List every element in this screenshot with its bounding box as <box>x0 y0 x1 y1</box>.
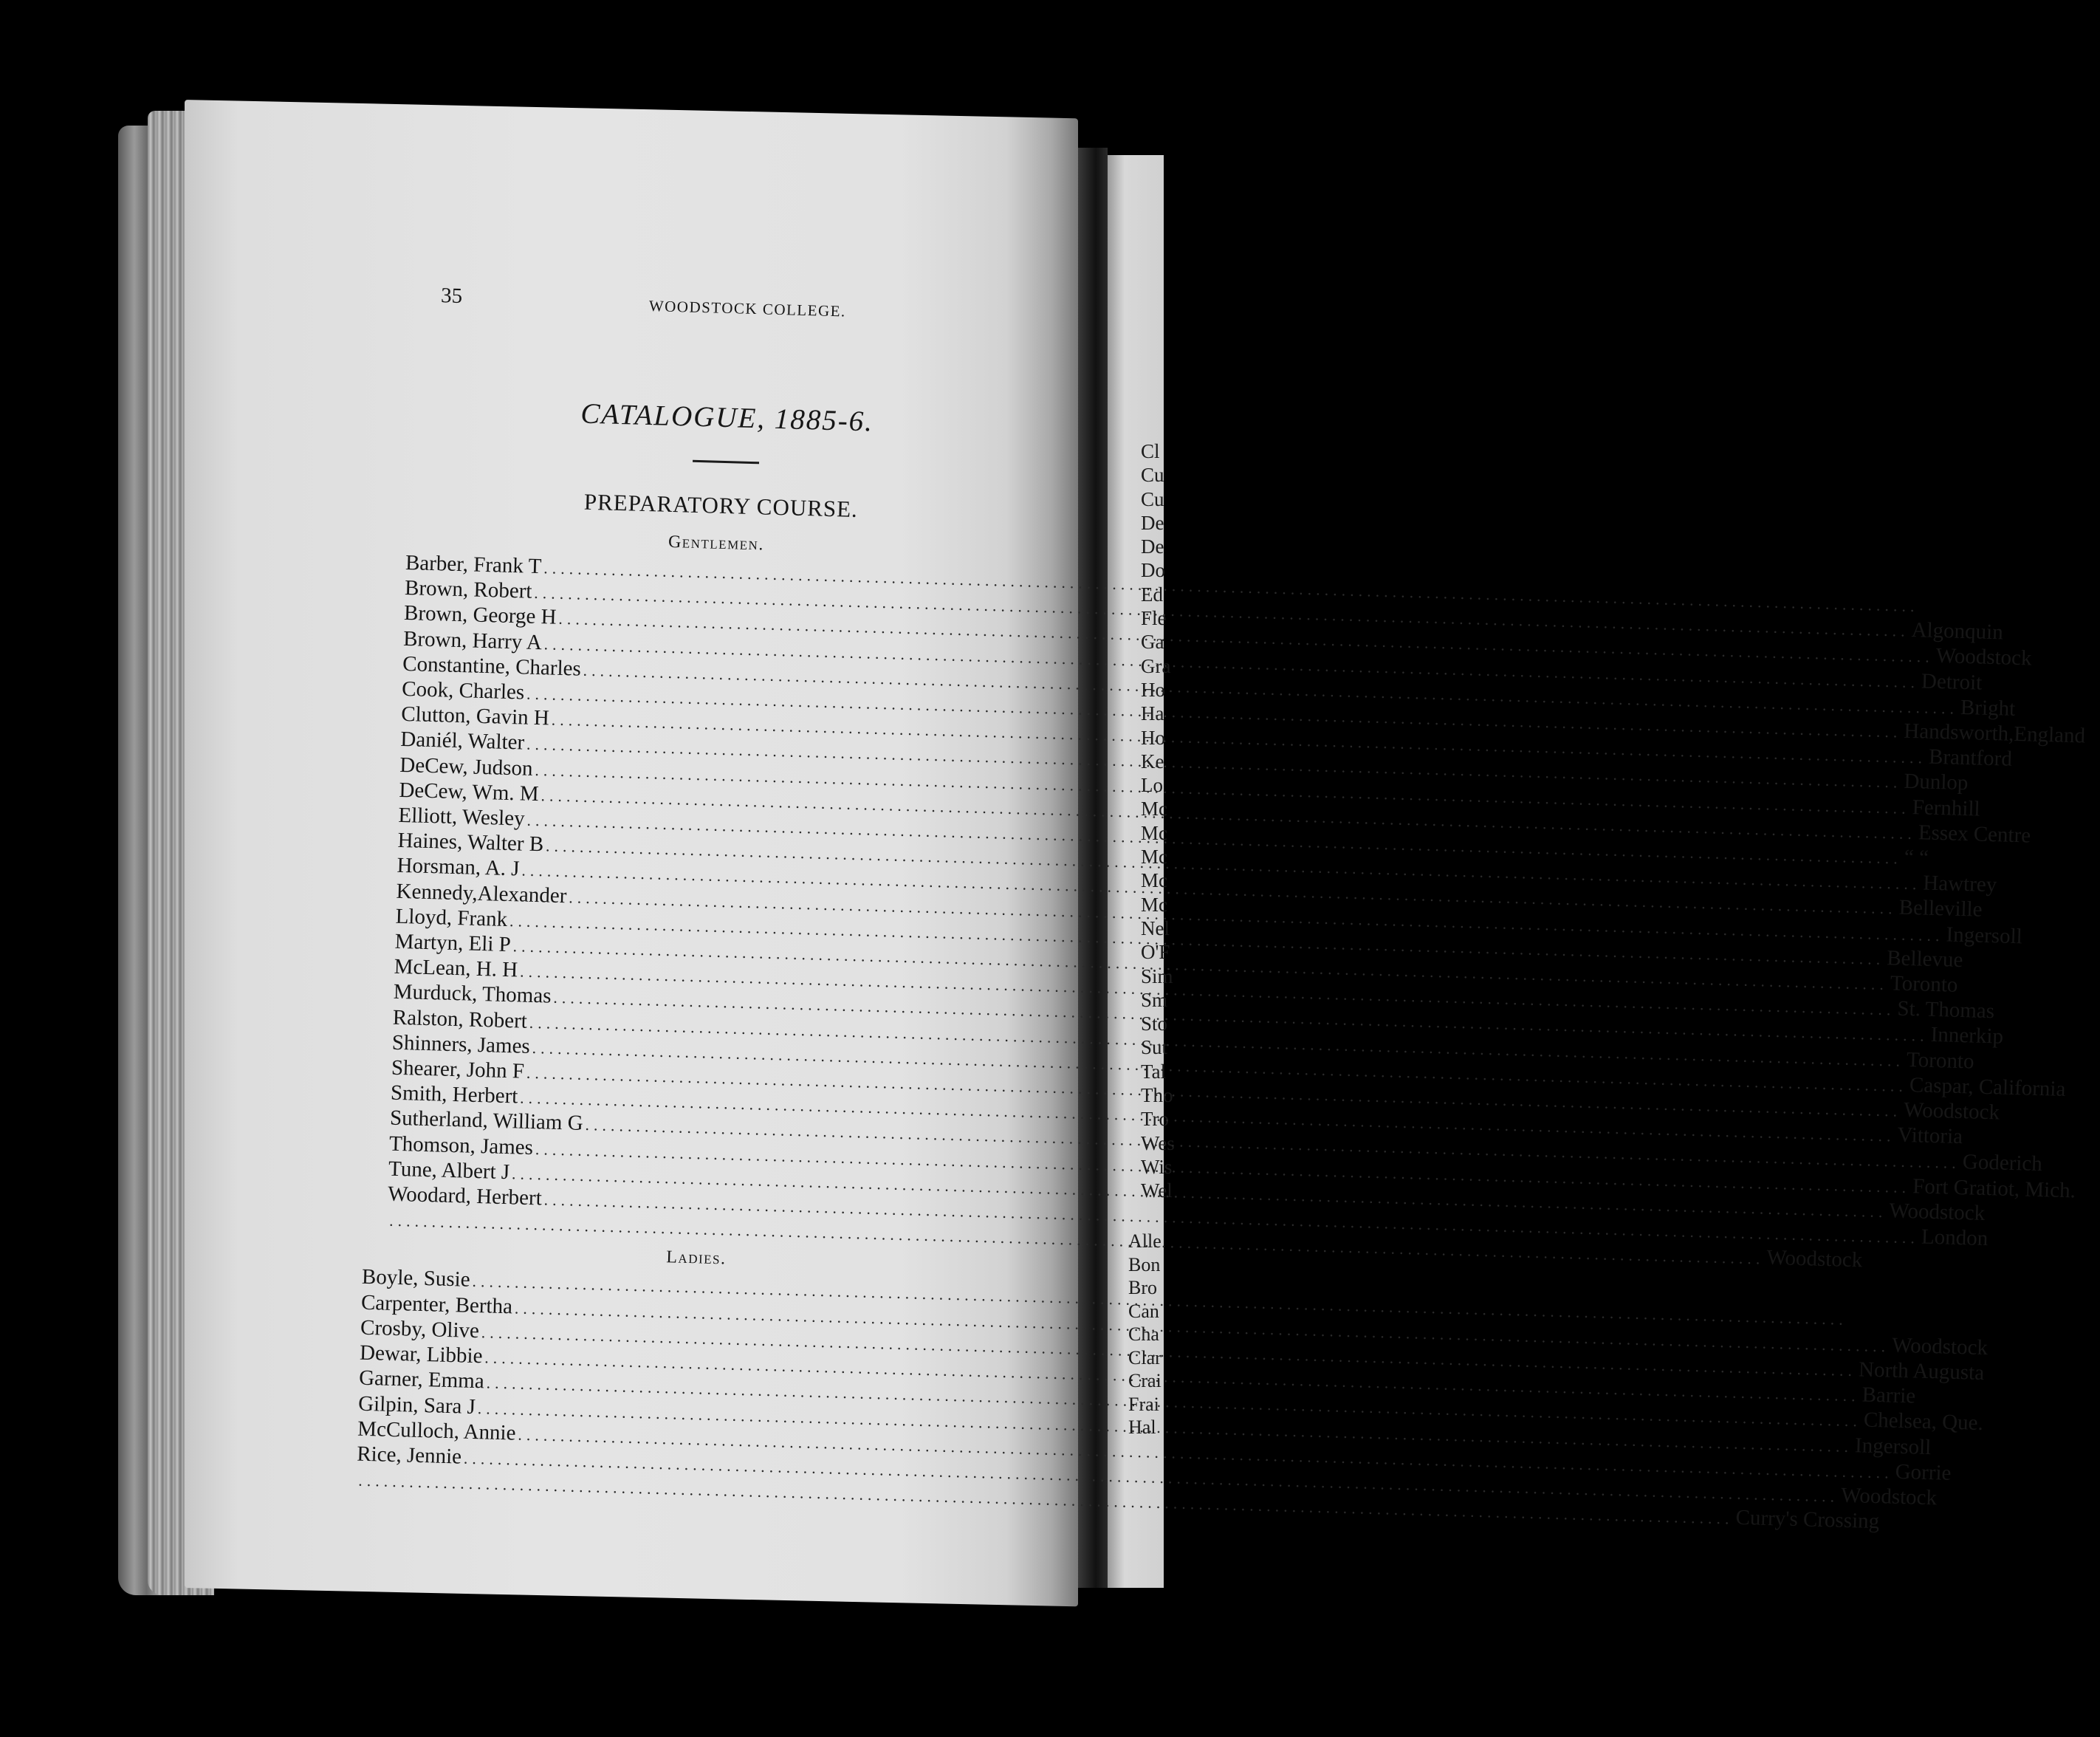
facing-page-line: Tho <box>1141 1084 1173 1107</box>
student-name: Barber, Frank T <box>405 550 542 579</box>
facing-page-line: O'F <box>1141 941 1170 964</box>
student-hometown: Fort Gratiot, Mich. <box>1912 1174 2076 1203</box>
student-hometown: Woodstock <box>1903 1097 2000 1125</box>
student-hometown: Bright <box>1960 695 2016 721</box>
student-name: Boyle, Susie <box>361 1265 471 1292</box>
student-hometown: Ingersoll <box>1946 922 2023 948</box>
student-hometown: Woodstock <box>1935 644 2032 671</box>
facing-page-line: Ha <box>1141 702 1164 725</box>
student-name: Woodard, Herbert <box>387 1182 543 1210</box>
student-name: Garner, Emma <box>358 1366 485 1394</box>
student-hometown: Toronto <box>1890 971 1958 997</box>
student-name: Lloyd, Frank <box>395 904 508 931</box>
facing-page-line: Tro <box>1141 1108 1170 1131</box>
student-name: Ralston, Robert <box>392 1005 528 1033</box>
facing-page-line: Mc <box>1141 869 1167 892</box>
facing-page-line: Sto <box>1141 1013 1168 1035</box>
facing-page-line: Ke <box>1141 750 1164 772</box>
facing-page-line: De <box>1141 511 1164 534</box>
facing-page-line: Can <box>1128 1300 1159 1322</box>
student-hometown: Bellevue <box>1886 946 1963 972</box>
page-number: 35 <box>440 284 463 308</box>
student-hometown: Fernhill <box>1912 795 1981 821</box>
student-hometown: “ “ <box>1904 845 1929 870</box>
student-hometown: Dunlop <box>1903 770 1969 795</box>
student-hometown: Hawtrey <box>1922 871 1997 897</box>
student-hometown: Innerkip <box>1930 1023 2004 1049</box>
student-name: Clutton, Gavin H <box>400 702 550 730</box>
student-hometown: Belleville <box>1898 896 1983 922</box>
student-hometown: Ingersoll <box>1854 1433 1932 1459</box>
facing-page-line: Fle <box>1141 607 1167 630</box>
student-name: Constantine, Charles <box>402 651 582 681</box>
student-hometown: Essex Centre <box>1918 820 2031 848</box>
student-hometown: Vittoria <box>1897 1123 1963 1149</box>
student-name: Shearer, John F <box>391 1055 525 1083</box>
facing-page-line: Cl <box>1141 440 1160 462</box>
student-name: Smith, Herbert <box>390 1080 518 1109</box>
section-heading: PREPARATORY COURSE. <box>583 488 859 523</box>
facing-page-line: Sm <box>1141 988 1168 1011</box>
student-name: DeCew, Judson <box>399 753 533 781</box>
student-name: Kennedy,Alexander <box>396 879 567 908</box>
student-hometown: Goderich <box>1962 1150 2043 1176</box>
student-name: Gilpin, Sara J <box>357 1391 476 1419</box>
facing-page-line: Cu <box>1141 487 1164 510</box>
facing-page-line: Cu <box>1141 464 1164 487</box>
student-name: Daniél, Walter <box>399 727 525 755</box>
student-name: Brown, Harry A <box>402 626 543 654</box>
ladies-heading: Ladies. <box>665 1247 727 1269</box>
student-name: Rice, Jennie <box>356 1442 462 1469</box>
title-rule <box>693 460 759 465</box>
student-name: Brown, George H <box>403 601 557 630</box>
student-name: Haines, Walter B <box>397 829 544 857</box>
student-name: Murduck, Thomas <box>393 980 552 1009</box>
student-name: Carpenter, Bertha <box>360 1290 513 1319</box>
student-hometown: Handsworth,England <box>1903 719 2086 748</box>
student-hometown: Woodstock <box>1766 1246 1863 1272</box>
student-hometown: Brantford <box>1928 744 2013 772</box>
facing-page-line: Mc <box>1141 893 1167 916</box>
student-hometown: London <box>1921 1224 1989 1251</box>
facing-page-line: Hal <box>1128 1416 1156 1438</box>
facing-page-line: Ed <box>1141 583 1163 606</box>
facing-page-line: Sut <box>1141 1036 1168 1059</box>
facing-page-line: Nel <box>1141 917 1170 939</box>
student-name: Martyn, Eli P <box>394 929 512 957</box>
facing-page-line: Sim <box>1141 965 1173 987</box>
student-name: Thomson, James <box>388 1131 534 1159</box>
student-hometown: Gorrie <box>1895 1459 1952 1485</box>
facing-page-line: Wel <box>1141 1179 1173 1202</box>
facing-page-line: Wes <box>1141 1131 1175 1154</box>
student-hometown: Chelsea, Que. <box>1863 1408 1984 1436</box>
student-name: DeCew, Wm. M <box>399 778 540 806</box>
student-hometown: St. Thomas <box>1897 996 1995 1024</box>
facing-page-line: Do <box>1141 559 1165 582</box>
student-name: McCulloch, Annie <box>357 1416 516 1445</box>
running-head: WOODSTOCK COLLEGE. <box>648 297 847 321</box>
student-hometown: Woodstock <box>1889 1199 1986 1225</box>
student-hometown: Curry's Crossing <box>1735 1505 1880 1534</box>
student-name: McLean, H. H <box>394 955 518 982</box>
student-name: Shinners, James <box>391 1030 531 1058</box>
student-hometown: Barrie <box>1861 1383 1916 1408</box>
student-hometown: Algonquin <box>1911 618 2004 645</box>
facing-page-line: Alle <box>1128 1230 1161 1252</box>
student-hometown: Detroit <box>1921 668 1983 695</box>
facing-page-line: Mc <box>1141 821 1167 844</box>
student-name: Dewar, Libbie <box>359 1340 483 1368</box>
facing-page-line: Cha <box>1128 1323 1159 1345</box>
student-name: Sutherland, William G <box>389 1106 584 1136</box>
facing-page-line: Tal <box>1141 1060 1167 1083</box>
student-hometown: Toronto <box>1906 1047 1974 1074</box>
student-name: Horsman, A. J <box>397 854 520 881</box>
facing-page-line: Gra <box>1141 654 1171 677</box>
facing-page-line: Ga <box>1141 631 1164 654</box>
facing-page-line: Frai <box>1128 1393 1159 1415</box>
facing-page-line: Clar <box>1128 1346 1161 1368</box>
facing-page-line: Mc <box>1141 846 1167 868</box>
student-hometown: Woodstock <box>1891 1333 1989 1360</box>
facing-page-line: Lo <box>1141 774 1163 797</box>
facing-page-line: Wis <box>1141 1155 1173 1178</box>
student-hometown: Woodstock <box>1840 1483 1938 1510</box>
student-name: Tune, Albert J <box>388 1157 510 1185</box>
gentlemen-heading: Gentlemen. <box>668 532 765 555</box>
student-name: Crosby, Olive <box>360 1315 480 1343</box>
facing-page-line: Bon <box>1128 1253 1161 1275</box>
catalogue-title: CATALOGUE, 1885-6. <box>580 397 874 438</box>
student-hometown: North Augusta <box>1858 1357 1985 1385</box>
facing-page-line: De <box>1141 535 1164 558</box>
facing-page-line: Bro <box>1128 1277 1157 1298</box>
student-name: Elliott, Wesley <box>398 803 526 831</box>
student-hometown: Caspar, California <box>1909 1072 2066 1101</box>
student-name: Cook, Charles <box>401 676 525 705</box>
facing-page-line: Crai <box>1128 1370 1161 1391</box>
facing-page-line: Ho <box>1141 678 1165 701</box>
facing-page-line: Ho <box>1141 726 1165 749</box>
student-name: Brown, Robert <box>404 576 532 603</box>
facing-page-line: Mc <box>1141 798 1167 820</box>
